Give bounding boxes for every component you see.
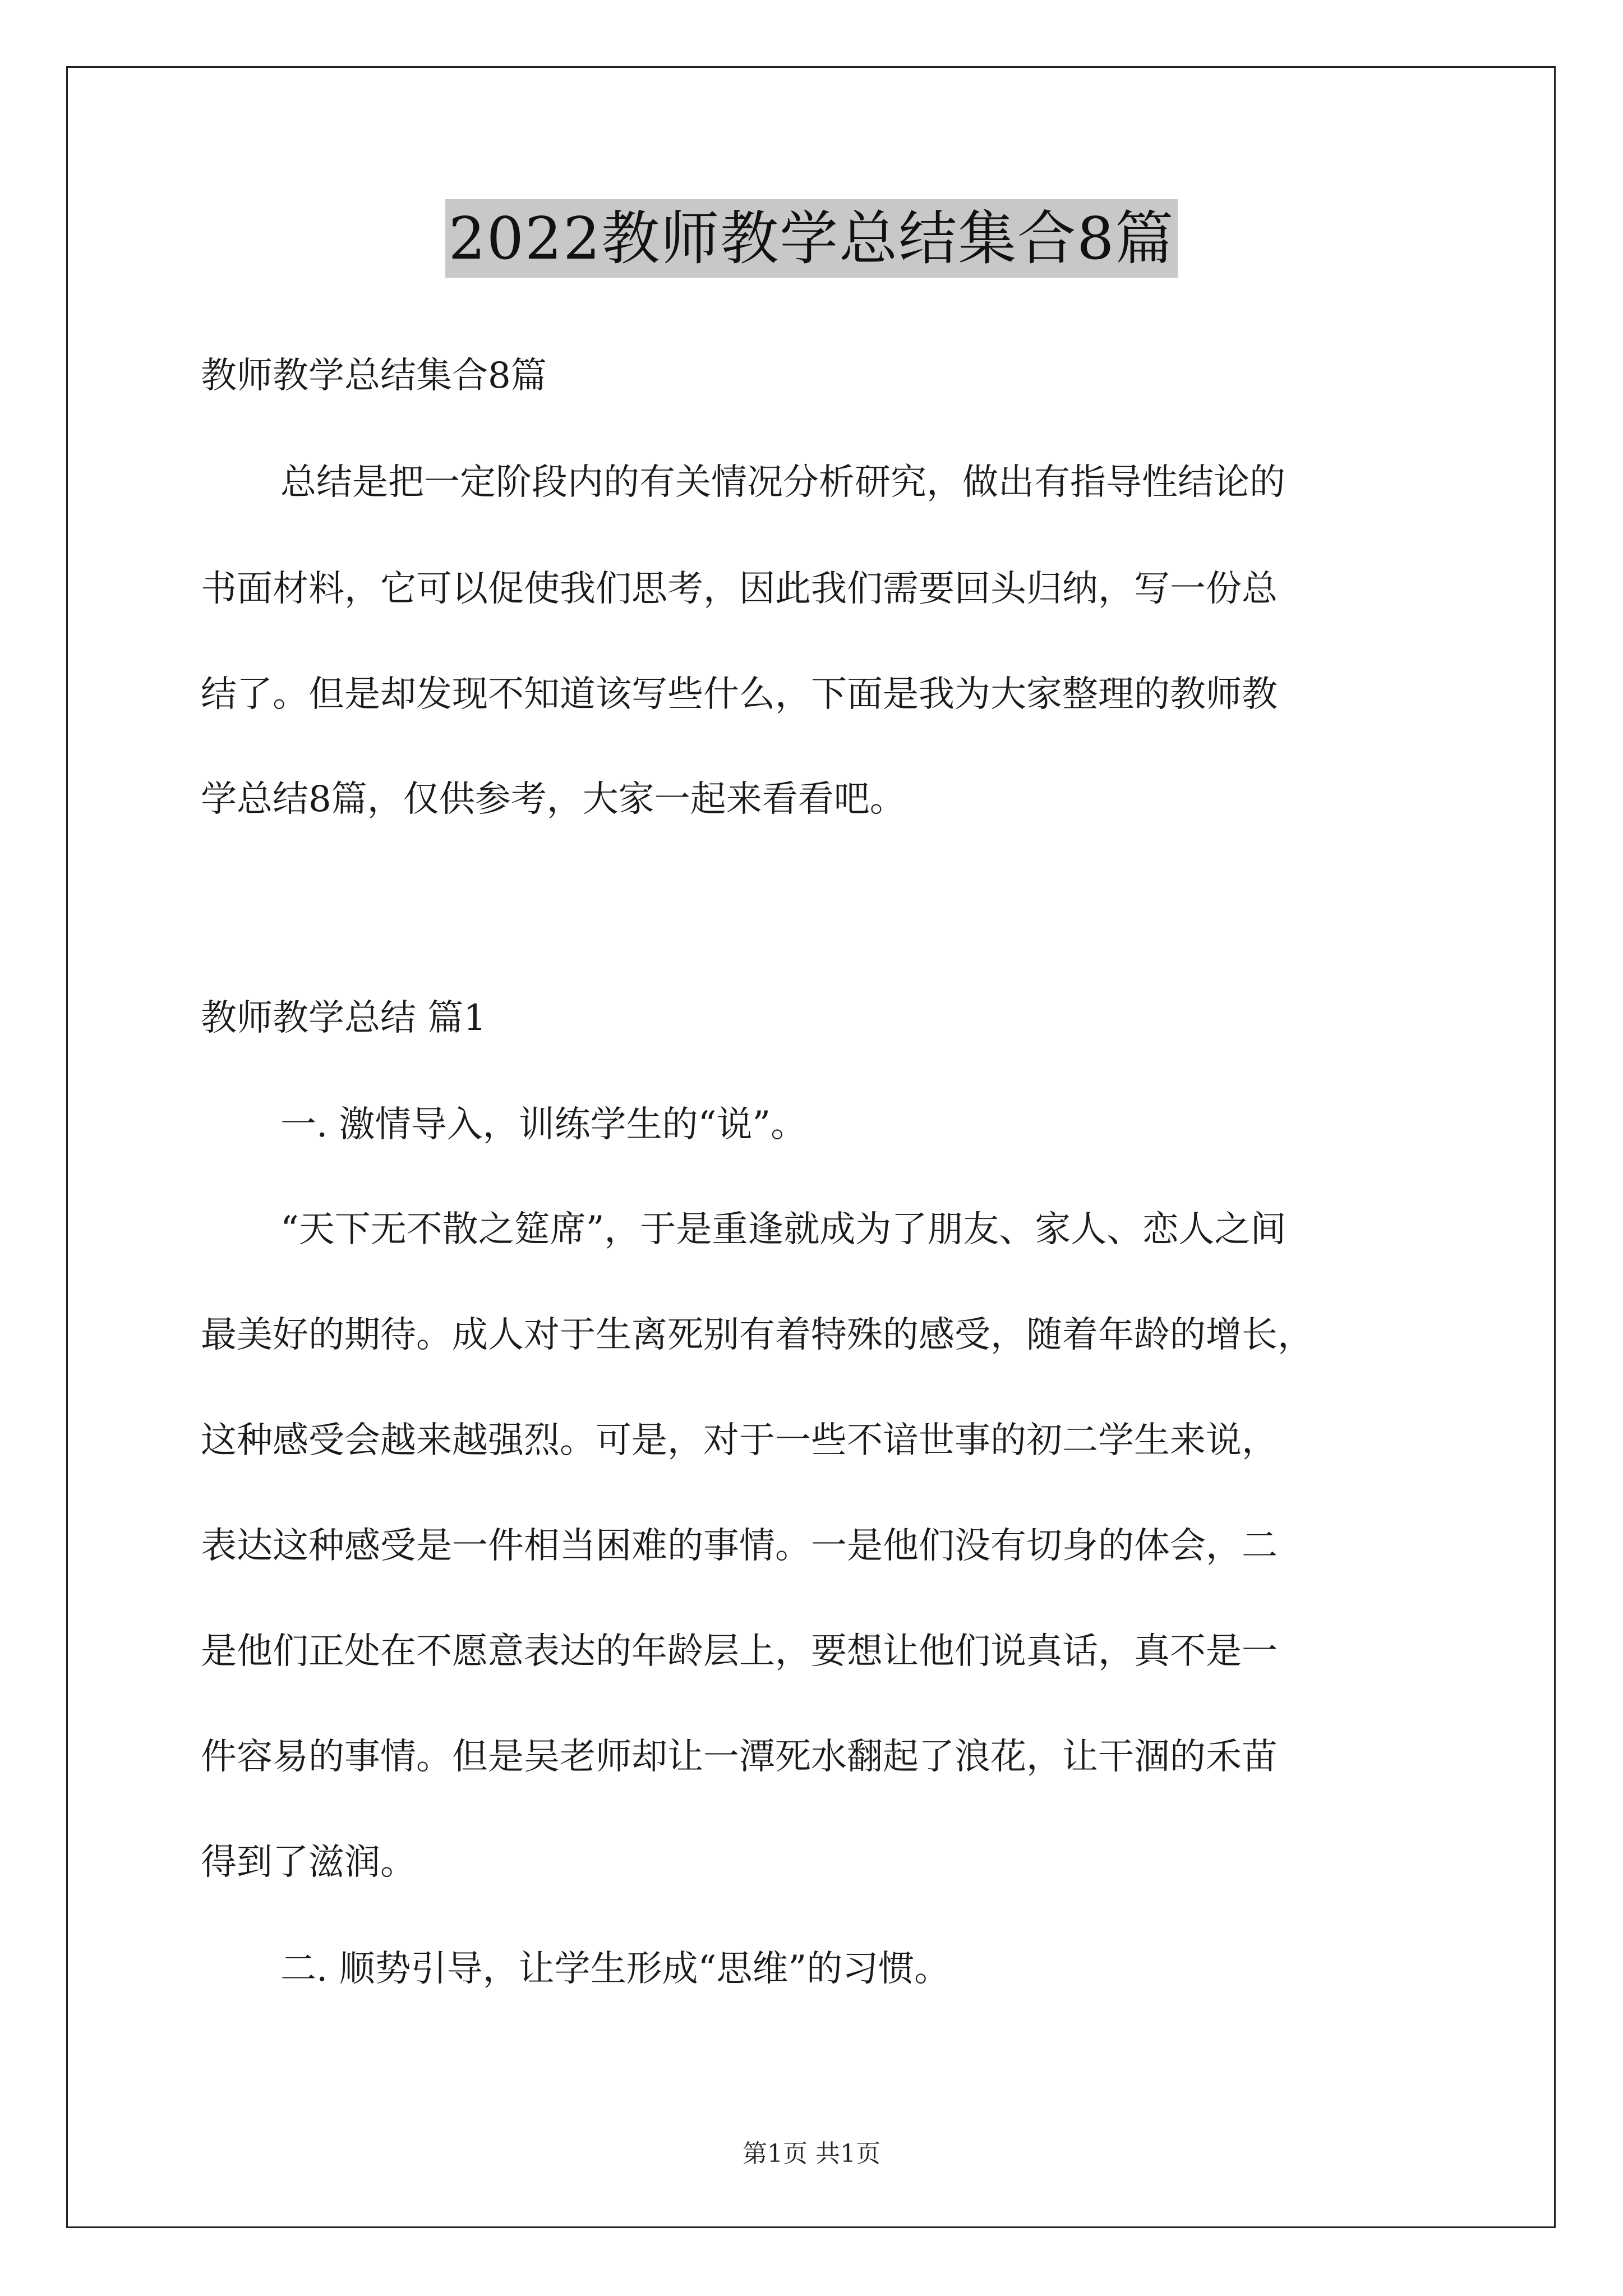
page-footer: 第1页 共1页: [743, 2139, 880, 2168]
intro-line: 学总结8篇，仅供参考，大家一起来看看吧。: [201, 779, 906, 820]
intro-line: 书面材料，它可以促使我们思考，因此我们需要回头归纳，写一份总: [201, 568, 1278, 610]
body-line: 这种感受会越来越强烈。可是，对于一些不谙世事的初二学生来说，: [201, 1420, 1278, 1461]
body-line: 得到了滋润。: [201, 1842, 416, 1883]
point-heading: 一. 激情导入，训练学生的“说”。: [280, 1104, 807, 1145]
body-line: 是他们正处在不愿意表达的年龄层上，要想让他们说真话，真不是一: [201, 1631, 1278, 1672]
point-heading: 二. 顺势引导，让学生形成“思维”的习惯。: [280, 1948, 951, 1990]
body-line: 表达这种感受是一件相当困难的事情。一是他们没有切身的体会，二: [201, 1525, 1278, 1567]
body-line: 件容易的事情。但是吴老师却让一潭死水翻起了浪花，让干涸的禾苗: [201, 1736, 1278, 1778]
body-line: “天下无不散之筵席”，于是重逢就成为了朋友、家人、恋人之间: [280, 1209, 1287, 1250]
body-line: 最美好的期待。成人对于生离死别有着特殊的感受，随着年龄的增长，: [201, 1314, 1313, 1356]
section-heading: 教师教学总结 篇1: [201, 997, 487, 1039]
intro-line: 总结是把一定阶段内的有关情况分析研究，做出有指导性结论的: [280, 462, 1285, 503]
title-container: [0, 199, 1623, 278]
intro-line: 结了。但是却发现不知道该写些什么，下面是我为大家整理的教师教: [201, 674, 1278, 715]
document-title: 2022教师教学总结集合8篇: [445, 199, 1178, 278]
document-subtitle: 教师教学总结集合8篇: [201, 355, 547, 397]
